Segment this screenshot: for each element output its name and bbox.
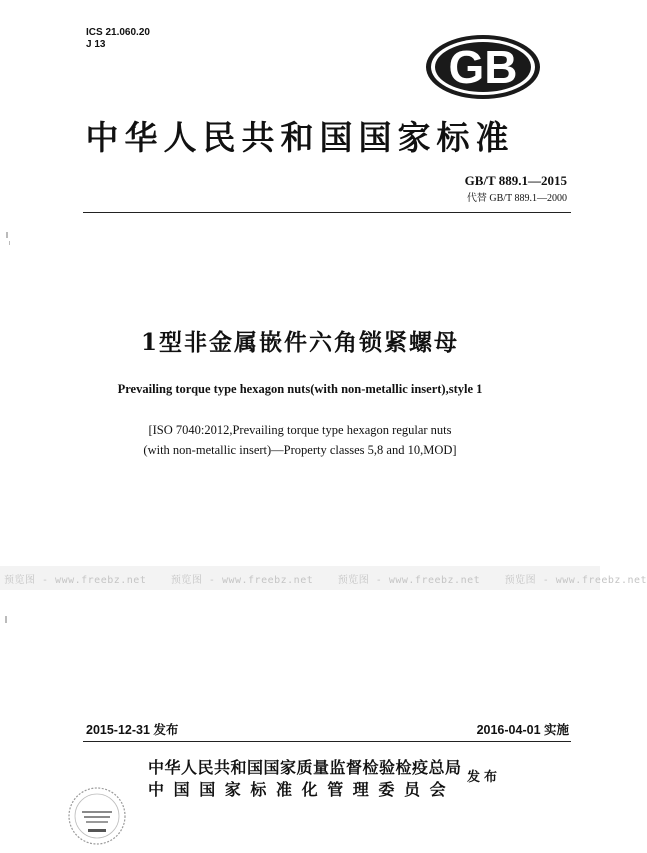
footer-divider (83, 741, 571, 742)
gb-logo (424, 33, 542, 105)
header-divider (83, 212, 571, 213)
replaces-standard: 代替 GB/T 889.1—2000 (466, 193, 567, 204)
ccs-code: J 13 (86, 39, 106, 50)
issuing-organization-1: 中华人民共和国国家质量监督检验检疫总局 (148, 758, 462, 777)
publish-label: 发布 (467, 770, 502, 785)
iso-reference (0, 420, 600, 460)
gb-logo-icon (424, 33, 542, 101)
scan-mark (6, 232, 8, 238)
watermark-segment: 预览图 - www.freebz.net (170, 575, 314, 586)
implementation-date: 2016-04-01 实施 (476, 723, 569, 737)
watermark (4, 571, 647, 586)
iso-reference-line2: (with non-metallic insert)—Property classes 5,8 and 10,MOD] (143, 443, 457, 457)
national-standard-title: 中华人民共和国国家标准 (85, 118, 515, 157)
watermark-segment: 预览图 - www.freebz.net (337, 575, 481, 586)
watermark-segment: 预览图 - www.freebz.net (4, 575, 147, 586)
standard-number: GB/T 889.1—2015 (464, 173, 567, 188)
document-title-english: Prevailing torque type hexagon nuts(with non-metallic insert),style 1 (117, 382, 483, 396)
gb-logo-letters: GB (448, 41, 518, 93)
document-title-chinese: 1型非金属嵌件六角锁紧螺母 (140, 329, 459, 356)
issue-date: 2015-12-31 发布 (86, 723, 179, 737)
iso-reference-line1: [ISO 7040:2012,Prevailing torque type hexagon regular nuts (148, 423, 452, 437)
scan-mark (9, 241, 10, 245)
scan-mark (5, 616, 7, 623)
circular-seal-icon (66, 785, 128, 851)
issuing-organization-2: 中国国家标准化管理委员会 (148, 780, 456, 799)
watermark-segment: 预览图 - www.freebz.net (504, 575, 647, 586)
ics-code-block (86, 27, 150, 51)
ics-code: ICS 21.060.20 (86, 27, 150, 38)
